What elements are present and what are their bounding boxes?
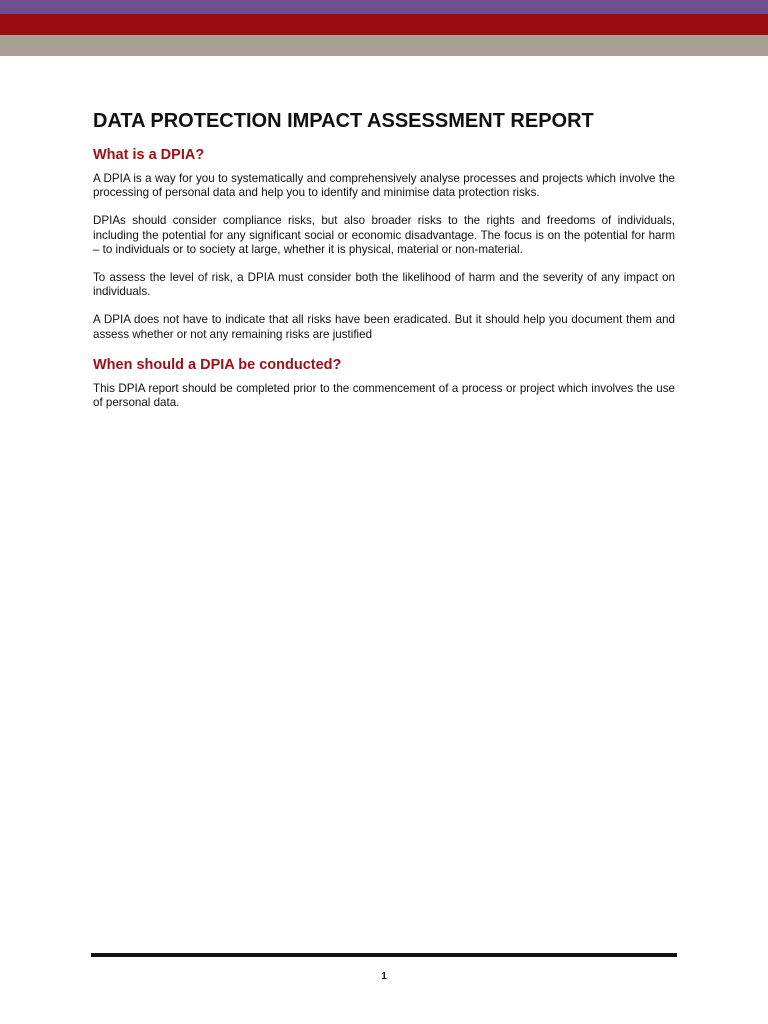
header-band-purple: [0, 0, 768, 14]
paragraph: A DPIA is a way for you to systematically and comprehensively analyse processes and projects which involve the processing of personal data and help you to identify and minimise data protection risks.: [93, 172, 675, 200]
page-number: 1: [381, 971, 387, 982]
section-heading: What is a DPIA?: [93, 147, 205, 163]
section-when-conducted: [93, 356, 675, 410]
paragraph: To assess the level of risk, a DPIA must consider both the likelihood of harm and the severity of any impact on individuals.: [93, 271, 675, 299]
paragraph: A DPIA does not have to indicate that all risks have been eradicated. But it should help you document them and assess whether or not any remaining risks are justified: [93, 313, 675, 341]
section-what-is-dpia: [93, 146, 675, 342]
paragraph: This DPIA report should be completed prior to the commencement of a process or project which involves the use of personal data.: [93, 381, 675, 410]
section-heading: When should a DPIA be conducted?: [93, 356, 342, 373]
page-title: DATA PROTECTION IMPACT ASSESSMENT REPORT: [93, 110, 594, 132]
paragraph: DPIAs should consider compliance risks, but also broader risks to the rights and freedoms of individuals, including the potential for any significant social or economic disadvantage. The focus is on the potential for harm – to individuals or to society at large, whether it is physical, material or non-material.: [93, 214, 675, 256]
document-body: [93, 108, 675, 424]
header-band-red: [0, 14, 768, 35]
header-band-taupe: [0, 35, 768, 56]
footer-rule: [91, 953, 677, 957]
